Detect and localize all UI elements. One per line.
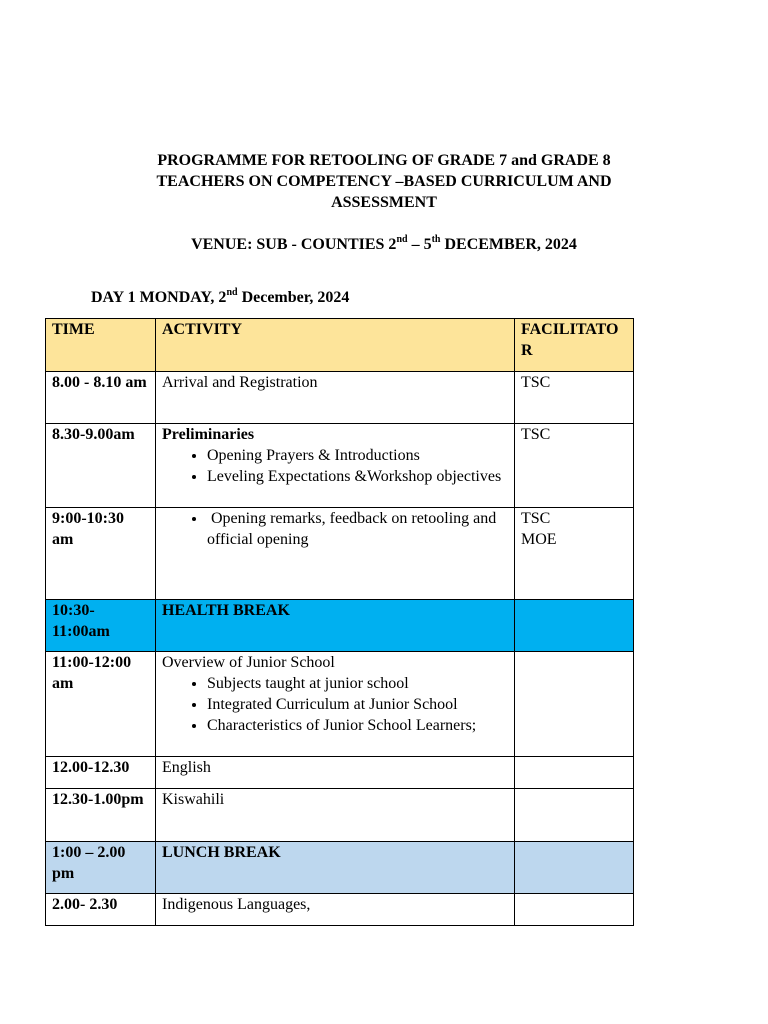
activity-text: Overview of Junior School <box>162 654 335 671</box>
row-time: 9:00-10:30 am <box>46 508 156 600</box>
activity-bullet-list <box>162 673 508 736</box>
row-time: 11:00-12:00 am <box>46 652 156 757</box>
list-item: • Subjects taught at junior school <box>207 673 508 694</box>
venue-line <box>0 234 768 255</box>
activity-heading: Preliminaries <box>162 426 255 443</box>
row-activity: Arrival and Registration <box>156 372 515 424</box>
list-item: • Integrated Curriculum at Junior School <box>207 694 508 715</box>
row-facilitator <box>515 757 634 789</box>
row-activity: Indigenous Languages, <box>156 894 515 926</box>
row-time: 2.00- 2.30 <box>46 894 156 926</box>
row-facilitator <box>515 894 634 926</box>
list-item: • Characteristics of Junior School Learners; <box>207 715 508 736</box>
schedule-table <box>45 318 634 926</box>
row-activity <box>156 652 515 757</box>
day-prefix: DAY 1 MONDAY, 2 <box>91 289 227 306</box>
row-facilitator: TSC <box>515 424 634 508</box>
row-facilitator <box>515 508 634 600</box>
row-activity: HEALTH BREAK <box>156 600 515 652</box>
list-item: • Opening remarks, feedback on retooling and official opening <box>207 508 508 550</box>
row-facilitator <box>515 789 634 842</box>
row-facilitator <box>515 600 634 652</box>
table-row <box>46 894 634 926</box>
header-time: TIME <box>46 319 156 372</box>
table-row <box>46 508 634 600</box>
activity-bullet-list <box>162 508 508 550</box>
row-time: 12.30-1.00pm <box>46 789 156 842</box>
venue-prefix: VENUE: SUB - COUNTIES 2 <box>191 236 397 253</box>
row-facilitator: TSC <box>515 372 634 424</box>
row-activity: Kiswahili <box>156 789 515 842</box>
lunch-break-row <box>46 842 634 894</box>
title-line-1: PROGRAMME FOR RETOOLING OF GRADE 7 and GRADE 8 <box>157 152 611 169</box>
title-line-2: TEACHERS ON COMPETENCY –BASED CURRICULUM AND <box>156 173 612 190</box>
day-heading <box>91 287 349 308</box>
table-row <box>46 652 634 757</box>
row-activity <box>156 508 515 600</box>
facilitator-line: MOE <box>521 531 557 548</box>
row-facilitator <box>515 842 634 894</box>
document-title <box>110 150 658 213</box>
day-sup: nd <box>226 286 238 298</box>
table-row <box>46 757 634 789</box>
row-time: 12.00-12.30 <box>46 757 156 789</box>
table-header-row <box>46 319 634 372</box>
venue-sup-2: th <box>431 233 441 245</box>
row-time: 1:00 – 2.00 pm <box>46 842 156 894</box>
facilitator-line: TSC <box>521 510 551 527</box>
venue-mid: – 5 <box>407 236 432 253</box>
table-row <box>46 372 634 424</box>
list-item: • Leveling Expectations &Workshop objectives <box>207 466 508 487</box>
venue-suffix: DECEMBER, 2024 <box>440 236 577 253</box>
row-activity: LUNCH BREAK <box>156 842 515 894</box>
list-item: • Opening Prayers & Introductions <box>207 445 508 466</box>
row-time: 10:30-11:00am <box>46 600 156 652</box>
row-time: 8.30-9.00am <box>46 424 156 508</box>
health-break-row <box>46 600 634 652</box>
row-activity <box>156 424 515 508</box>
venue-sup-1: nd <box>396 233 408 245</box>
activity-bullet-list <box>162 445 508 487</box>
header-facilitator: FACILITATOR <box>515 319 634 372</box>
row-activity: English <box>156 757 515 789</box>
header-activity: ACTIVITY <box>156 319 515 372</box>
table-row <box>46 789 634 842</box>
row-time: 8.00 - 8.10 am <box>46 372 156 424</box>
title-line-3: ASSESSMENT <box>331 194 437 211</box>
row-facilitator <box>515 652 634 757</box>
table-row <box>46 424 634 508</box>
day-suffix: December, 2024 <box>237 289 350 306</box>
